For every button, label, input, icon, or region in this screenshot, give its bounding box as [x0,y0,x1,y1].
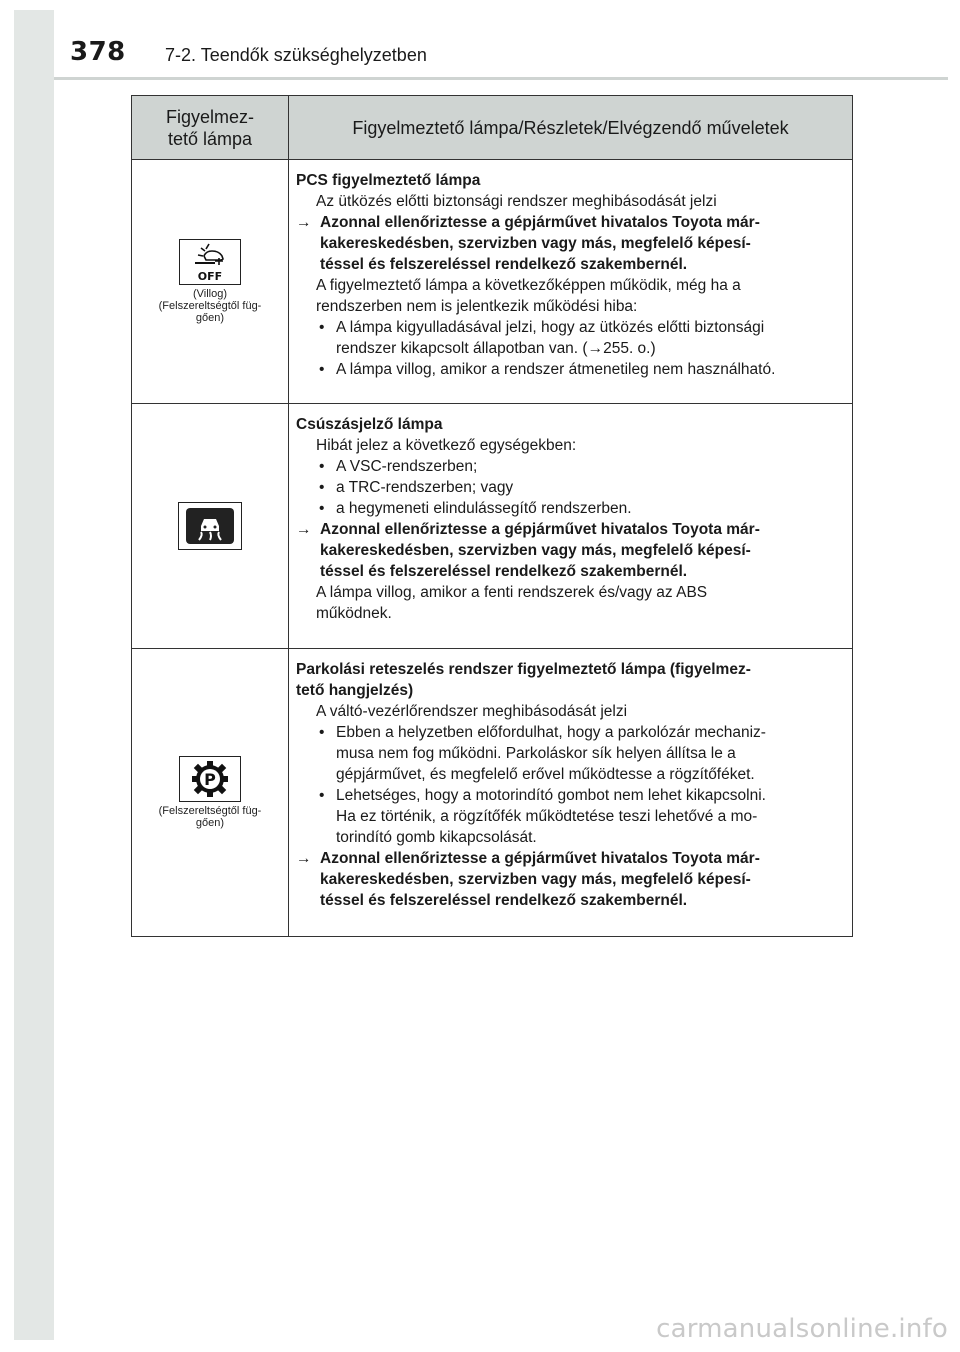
lamp-description: Hibát jelez a következő egységekben: [316,437,577,454]
list-item-text: a hegymeneti elindulássegítő rendszerben. [336,500,632,517]
list-item: • a hegymeneti elindulássegítő rendszerben. [319,500,632,517]
arrow-right-icon: → [296,850,312,867]
detail-cell [289,649,853,937]
list-item-text: A VSC-rendszerben; [336,458,478,475]
detail-cell [289,404,853,649]
action-text: Azonnal ellenőriztesse a gépjárművet hivatalos Toyota már- kakereskedésben, szervizben vagy más, megfelelő képesí- téssel és felszereléssel rendelkező szakembernél. [320,521,760,580]
action-text: Azonnal ellenőriztesse a gépjárművet hivatalos Toyota már- kakereskedésben, szervizben vagy más, megfelelő képesí- téssel és felszereléssel rendelkező szakembernél. [320,214,760,273]
column-header-details: Figyelmeztető lámpa/Részletek/Elvégzendő műveletek [289,96,853,160]
parking-p-text: P [204,770,216,789]
side-margin-strip [14,10,54,1340]
watermark: carmanualsonline.info [656,1314,948,1344]
list-item: • A VSC-rendszerben; [319,458,478,475]
warning-lamp-table [131,95,853,937]
lamp-cell [132,160,289,404]
list-item-text: A lámpa villog, amikor a rendszer átmenetileg nem használható. [336,361,776,378]
lamp-description: Az ütközés előtti biztonsági rendszer meghibásodását jelzi [316,193,717,210]
arrow-right-icon: → [296,521,312,538]
lamp-note: A figyelmeztető lámpa a következőképpen működik, még ha a rendszerben nem is jelentkezik működési hiba: [316,277,741,315]
table-row [132,649,853,937]
list-item: • A lámpa villog, amikor a rendszer átmenetileg nem használható. [319,361,776,378]
lamp-note: A lámpa villog, amikor a fenti rendszerek és/vagy az ABS működnek. [316,584,708,622]
list-item-text: Ebben a helyzetben előfordulhat, hogy a parkolózár mechaniz- musa nem fog működni. Parkoláskor sík helyen állítsa le a gépjárművet, és megfelelő erővel működtesse a rögzítőféket. [336,724,766,783]
slip-indicator-icon [178,502,242,550]
action-text: Azonnal ellenőriztesse a gépjárművet hivatalos Toyota már- kakereskedésben, szervizben vagy más, megfelelő képesí- téssel és felszereléssel rendelkező szakembernél. [320,850,760,909]
lamp-title: PCS figyelmeztető lámpa [296,172,481,189]
list-item: • Lehetséges, hogy a motorindító gombot nem lehet kikapcsolni. Ha ez történik, a rögzítőfék működtetése teszi lehetővé a mo- torindító gomb kikapcsolását. [319,787,766,846]
lamp-title: Csúszásjelző lámpa [296,416,443,433]
column-header-lamp: Figyelmez- tető lámpa [132,96,289,160]
pcs-off-text: OFF [197,270,223,283]
list-item: • A lámpa kigyulladásával jelzi, hogy az ütközés előtti biztonsági rendszer kikapcsolt állapotban van. (→255. o.) [319,319,765,357]
lamp-description: A váltó-vezérlőrendszer meghibásodását jelzi [316,703,628,720]
parking-lock-gear-icon [179,756,241,802]
arrow-right-icon: → [296,214,312,231]
action-instruction [296,212,844,275]
lamp-caption: (Villog) (Felszereltségtől füg- gően) [158,288,262,324]
list-item: • Ebben a helyzetben előfordulhat, hogy a parkolózár mechaniz- musa nem fog működni. Parkoláskor sík helyen állítsa le a gépjárművet, és megfelelő erővel működtesse a rögzítőféket. [319,724,766,783]
table-row [132,160,853,404]
list-item-text: a TRC-rendszerben; vagy [336,479,514,496]
table-row [132,404,853,649]
list-item-text: Lehetséges, hogy a motorindító gombot nem lehet kikapcsolni. Ha ez történik, a rögzítőfék működtetése teszi lehetővé a mo- torindító gomb kikapcsolását. [336,787,766,846]
list-item-text: A lámpa kigyulladásával jelzi, hogy az ütközés előtti biztonsági rendszer kikapcsolt állapotban van. (→255. o.) [336,319,765,357]
header-divider [54,77,948,80]
lamp-caption: (Felszereltségtől füg- gően) [158,805,262,829]
detail-cell [289,160,853,404]
section-title: 7-2. Teendők szükséghelyzetben [165,45,427,65]
lamp-cell [132,649,289,937]
pcs-off-icon [179,239,241,285]
action-instruction [296,519,844,582]
list-item: • a TRC-rendszerben; vagy [319,479,514,496]
lamp-title: Parkolási reteszelés rendszer figyelmeztető lámpa (figyelmez- tető hangjelzés) [296,661,751,699]
page-number: 378 [70,37,126,67]
table-header-row [132,96,853,160]
action-instruction [296,848,844,911]
lamp-cell [132,404,289,649]
